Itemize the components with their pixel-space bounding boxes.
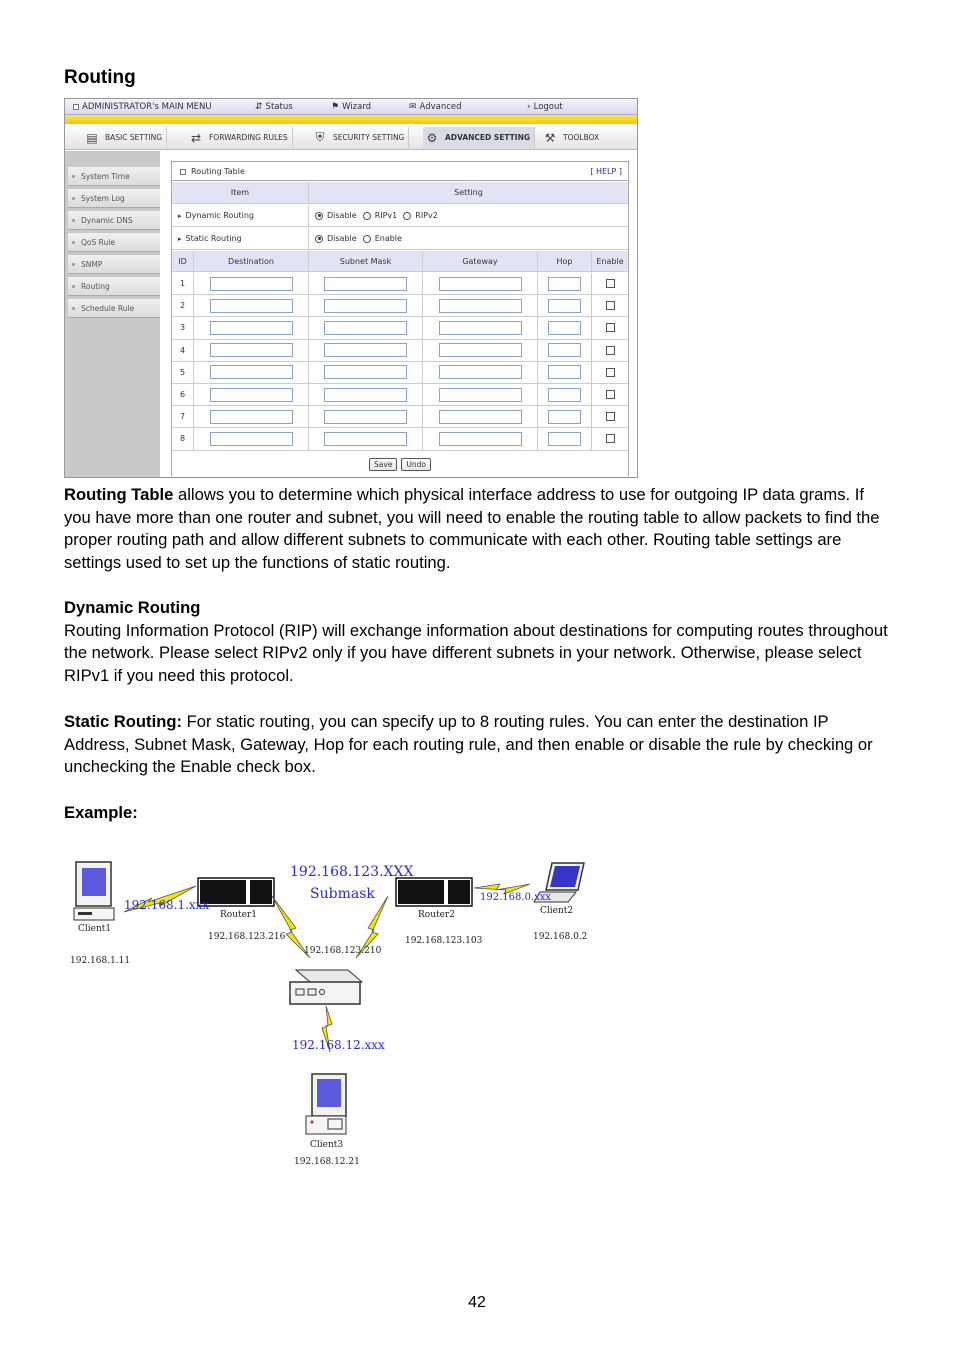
subnet-mask-input[interactable] [324,365,407,379]
router-ui-screenshot [64,98,638,478]
gateway-cell [423,428,538,449]
routing-table-paragraph: Routing Table allows you to determine which physical interface address to use for outgoing IP data grams. If you have more than one router and subnet, you will need to enable the routing table to allow packets to find the proper routing path and allow different subnets to communicate with each other. Routing table settings are settings used to set up the functions of static routing. [64,485,880,573]
sidebar-item-snmp[interactable]: SNMP [68,255,160,274]
menu-logout[interactable]: › Logout [527,102,563,112]
subnet-mask-cell [309,295,423,316]
hop-input[interactable] [548,343,581,357]
enable-checkbox[interactable] [606,368,615,377]
bullet-icon [72,175,75,178]
client2-label: Client2 [540,906,574,916]
bullet-icon [72,263,75,266]
static-routing-options: Disable Enable [309,228,628,249]
router1-ip: 192.168.123.216 [208,932,286,942]
menu-admin[interactable]: ADMINISTRATOR's MAIN MENU [73,102,212,112]
tab-forwarding-rules[interactable]: ⇄ FORWARDING RULES [187,127,293,148]
tab-security-setting[interactable]: ⛨ SECURITY SETTING [311,127,409,148]
tab-toolbox[interactable]: ⚒ TOOLBOX [541,127,603,148]
gateway-cell [423,273,538,294]
table-row [172,362,628,384]
rule-id: 7 [172,406,194,427]
enable-cell [592,317,628,338]
destination-cell [194,428,309,449]
subnet-mask-cell [309,406,423,427]
network-diagram [60,846,600,1176]
table-row [172,384,628,406]
enable-checkbox[interactable] [606,323,615,332]
hub-icon [290,970,362,1004]
sidebar-item-system-time[interactable]: System Time [68,167,160,186]
enable-checkbox[interactable] [606,390,615,399]
item-setting-header-row [172,182,628,204]
client1-computer-icon [74,862,114,920]
status-icon: ⇵ [255,102,263,112]
gateway-input[interactable] [439,388,522,402]
subnet-mask-input[interactable] [324,410,407,424]
destination-cell [194,295,309,316]
routing-table-panel [171,161,629,478]
destination-input[interactable] [210,277,293,291]
destination-input[interactable] [210,365,293,379]
gateway-input[interactable] [439,410,522,424]
router1-icon [198,878,274,906]
rule-id: 3 [172,317,194,338]
top-menu-bar [65,99,637,115]
bullet-icon [72,219,75,222]
rule-id: 8 [172,428,194,449]
dynamic-routing-heading: Dynamic Routing [64,598,201,617]
hop-input[interactable] [548,277,581,291]
destination-input[interactable] [210,299,293,313]
static-routing-row [172,228,628,250]
hop-cell [538,295,592,316]
arrow-right-icon: › [527,102,531,112]
dynamic-routing-paragraph: Dynamic Routing Routing Information Protocol (RIP) will exchange information about destinations for computing routes throughout the network. Please select RIPv2 only if you have different subnets in your network. Otherwise, please select RIPv1 if you need this protocol. [64,597,894,688]
gateway-input[interactable] [439,432,522,446]
undo-button[interactable]: Undo [401,458,431,471]
sidebar-item-dynamic-dns[interactable]: Dynamic DNS [68,211,160,230]
enable-checkbox[interactable] [606,301,615,310]
table-row [172,406,628,428]
destination-input[interactable] [210,410,293,424]
sidebar [65,151,160,478]
table-row [172,273,628,295]
gateway-input[interactable] [439,365,522,379]
enable-cell [592,406,628,427]
client2-ip: 192.168.0.2 [533,932,588,942]
hop-cell [538,362,592,383]
gateway-cell [423,340,538,361]
col-gateway: Gateway [423,251,538,271]
client3-label: Client3 [310,1140,344,1150]
destination-input[interactable] [210,432,293,446]
tab-bar [65,124,637,150]
page-number: 42 [468,1294,486,1311]
dynamic-routing-label: ▸ Dynamic Routing [172,205,309,226]
col-destination: Destination [194,251,309,271]
destination-cell [194,362,309,383]
toolbox-icon: ⚒ [544,130,556,145]
main-content [161,151,637,478]
hop-input[interactable] [548,365,581,379]
destination-input[interactable] [210,343,293,357]
bullet-icon [72,197,75,200]
tab-advanced-setting[interactable]: ⚙ ADVANCED SETTING [423,127,535,148]
router2-ip: 192.168.123.103 [405,936,483,946]
gateway-cell [423,384,538,405]
sidebar-item-schedule-rule[interactable]: Schedule Rule [68,299,160,318]
dynamic-routing-row [172,205,628,227]
hop-input[interactable] [548,388,581,402]
client3-computer-icon [306,1074,346,1134]
destination-cell [194,273,309,294]
client3-ip: 192.168.12.21 [294,1157,360,1167]
arrow-right-icon: ▸ [178,234,182,243]
rule-id: 2 [172,295,194,316]
square-icon [73,104,79,110]
router1-label: Router1 [220,910,257,920]
subnet-mask-input[interactable] [324,299,407,313]
hop-input[interactable] [548,410,581,424]
destination-cell [194,384,309,405]
hop-cell [538,406,592,427]
destination-cell [194,406,309,427]
table-row [172,428,628,450]
tab-basic-setting[interactable]: ▤ BASIC SETTING [83,127,167,148]
destination-input[interactable] [210,388,293,402]
enable-cell [592,295,628,316]
static-routing-term: Static Routing: [64,712,182,731]
enable-cell [592,428,628,449]
router2-label: Router2 [418,910,455,920]
subnet-mask-cell [309,273,423,294]
sidebar-item-qos-rule[interactable]: QoS Rule [68,233,160,252]
col-item: Item [172,182,309,203]
rule-id: 5 [172,362,194,383]
hop-cell [538,428,592,449]
static-routing-label: ▸ Static Routing [172,228,309,249]
square-icon [180,169,186,175]
sidebar-item-routing[interactable]: Routing [68,277,160,296]
static-routing-paragraph: Static Routing: For static routing, you can specify up to 8 routing rules. You can enter the destination IP Address, Subnet Mask, Gateway, Hop for each routing rule, and then enable or disable the rule by checking or unchecking the Enable check box. [64,712,873,777]
advanced-icon: ✉ [409,102,417,112]
client1-label: Client1 [78,924,112,934]
gateway-cell [423,362,538,383]
col-hop: Hop [538,251,592,271]
bullet-icon [72,285,75,288]
subnet-mask-input[interactable] [324,277,407,291]
table-row [172,340,628,362]
hop-input[interactable] [548,432,581,446]
wizard-icon: ⚑ [331,102,340,112]
subnet-mask-input[interactable] [324,432,407,446]
hop-cell [538,340,592,361]
net3-label: 192.168.12.xxx [292,1038,385,1052]
advanced-setting-icon: ⚙ [426,130,438,145]
enable-cell [592,384,628,405]
gateway-input[interactable] [439,299,522,313]
destination-cell [194,317,309,338]
forwarding-icon: ⇄ [190,130,202,145]
security-icon: ⛨ [315,130,325,144]
enable-cell [592,362,628,383]
bullet-icon [72,307,75,310]
dynamic-routing-options: Disable RIPv1 RIPv2 [309,205,628,226]
hop-cell [538,273,592,294]
gateway-input[interactable] [439,343,522,357]
panel-title: Routing Table [180,167,245,176]
rule-id: 4 [172,340,194,361]
form-buttons [172,449,628,478]
col-subnet-mask: Subnet Mask [309,251,423,271]
menu-advanced[interactable]: ✉ Advanced [409,102,462,112]
gateway-cell [423,295,538,316]
enable-checkbox[interactable] [606,346,615,355]
enable-cell [592,340,628,361]
save-button[interactable]: Save [369,458,397,471]
routing-table-term: Routing Table [64,485,174,504]
subnet-mask-cell [309,428,423,449]
net-mid-label: 192.168.123.XXX [290,864,414,880]
router2-icon [396,878,472,906]
menu-status[interactable]: ⇵ Status [255,102,293,112]
static-disable-radio[interactable] [315,235,323,243]
hop-cell [538,317,592,338]
destination-input[interactable] [210,321,293,335]
rule-id: 1 [172,273,194,294]
dynamic-disable-radio[interactable] [315,212,323,220]
subnet-mask-input[interactable] [324,321,407,335]
gateway-cell [423,406,538,427]
destination-cell [194,340,309,361]
accent-bar [65,115,637,124]
section-heading: Routing [64,67,136,88]
hop-cell [538,384,592,405]
gateway-cell [423,317,538,338]
arrow-right-icon: ▸ [178,211,182,220]
net1-label: 192.168.1.xxx [124,898,210,912]
col-enable: Enable [592,251,628,271]
rules-header-row [172,251,628,272]
subnet-mask-input[interactable] [324,343,407,357]
routing-table-header [172,162,628,181]
basic-setting-icon: ▤ [86,130,98,145]
example-heading: Example: [64,803,138,822]
enable-cell [592,273,628,294]
enable-checkbox[interactable] [606,434,615,443]
subnet-mask-input[interactable] [324,388,407,402]
dynamic-ripv2-radio[interactable] [403,212,411,220]
col-id: ID [172,251,194,271]
sidebar-item-system-log[interactable]: System Log [68,189,160,208]
enable-checkbox[interactable] [606,412,615,421]
subnet-mask-cell [309,362,423,383]
bullet-icon [72,241,75,244]
submask-label: Submask [310,886,375,902]
subnet-mask-cell [309,384,423,405]
table-row [172,317,628,339]
subnet-mask-cell [309,317,423,338]
help-link[interactable]: [ HELP ] [590,167,622,176]
enable-checkbox[interactable] [606,279,615,288]
gateway-input[interactable] [439,321,522,335]
dynamic-ripv1-radio[interactable] [363,212,371,220]
menu-wizard[interactable]: ⚑ Wizard [331,102,372,112]
rule-id: 6 [172,384,194,405]
static-enable-radio[interactable] [363,235,371,243]
hub-ip: 192.168.123.210 [304,946,382,956]
gateway-input[interactable] [439,277,522,291]
net2-label: 192.168.0.xxx [480,892,551,903]
subnet-mask-cell [309,340,423,361]
table-row [172,295,628,317]
client1-ip: 192.168.1.11 [70,956,131,966]
col-setting: Setting [309,182,628,203]
hop-input[interactable] [548,321,581,335]
hop-input[interactable] [548,299,581,313]
